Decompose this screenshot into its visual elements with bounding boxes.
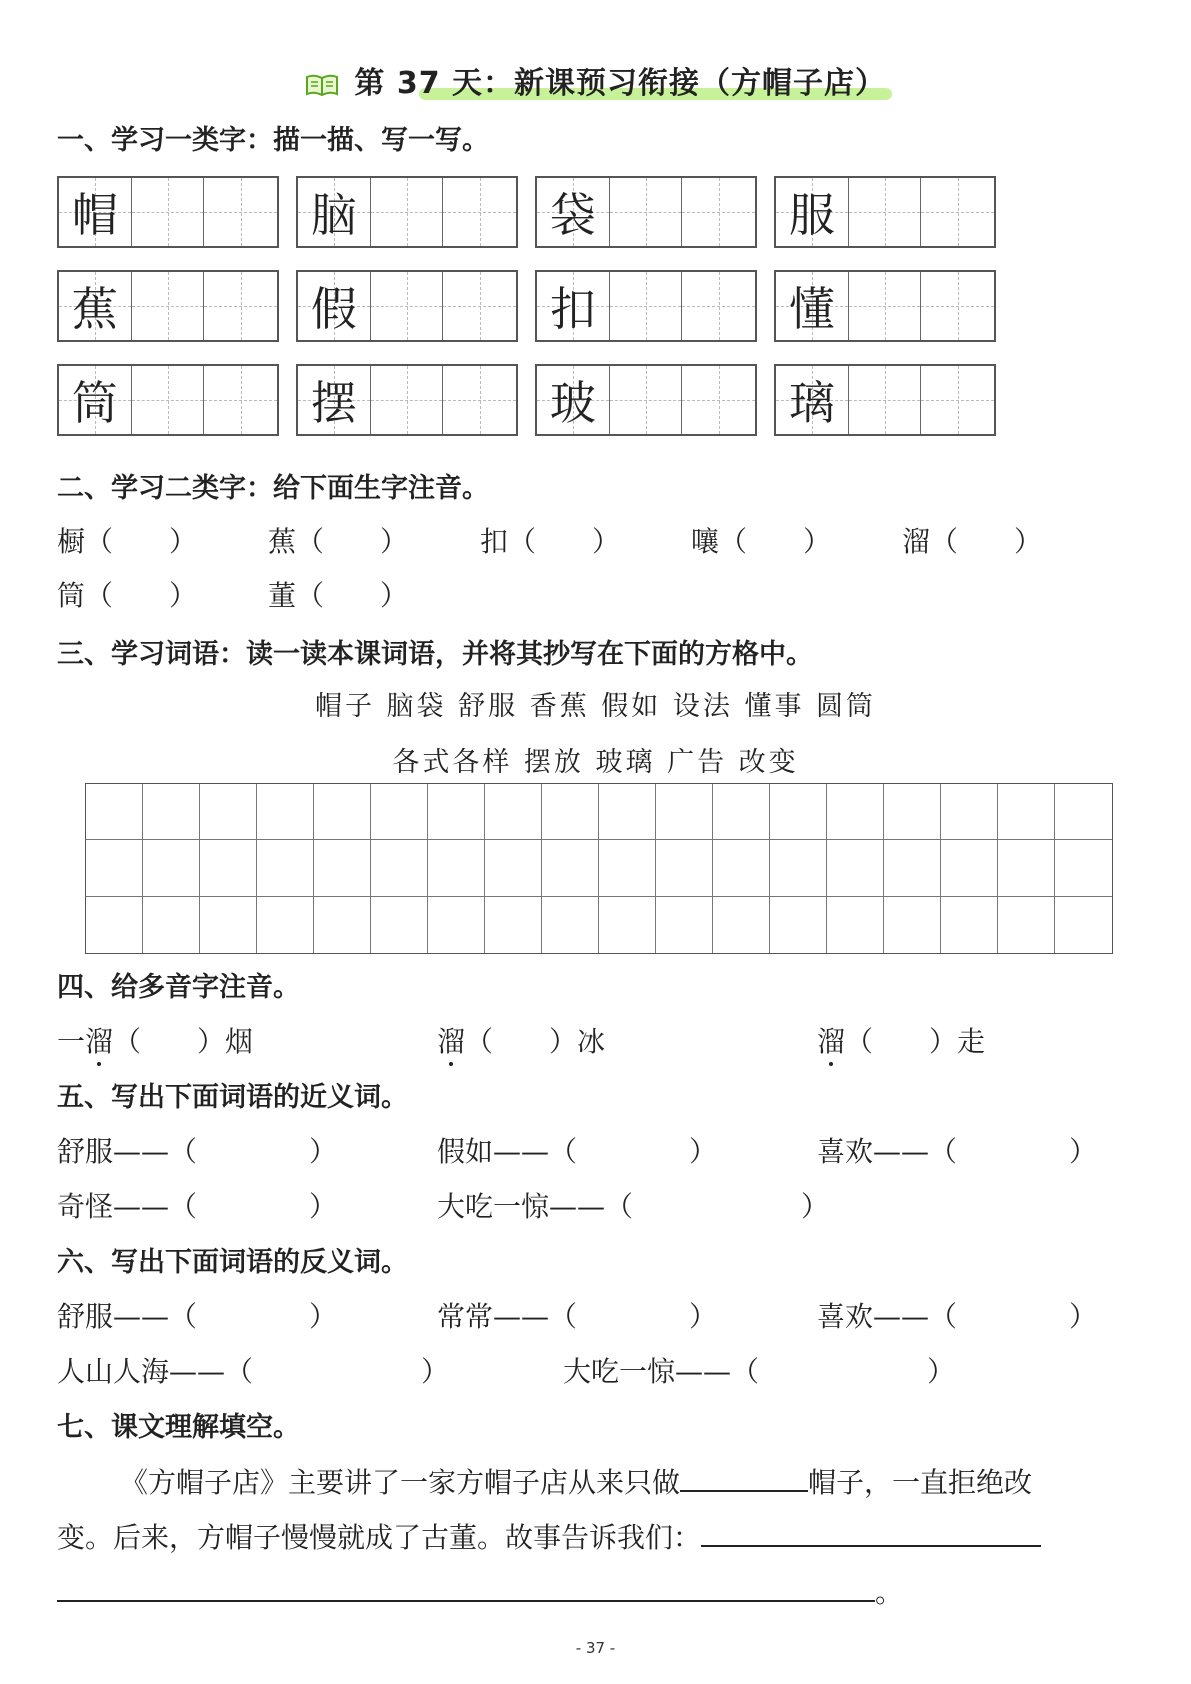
pinyin-item: 扣（ ） bbox=[480, 525, 621, 558]
writing-cell[interactable] bbox=[941, 840, 998, 896]
char-practice-box[interactable] bbox=[296, 176, 518, 248]
model-character: 蕉 bbox=[71, 282, 118, 336]
writing-cell[interactable] bbox=[200, 840, 257, 896]
writing-cell[interactable] bbox=[143, 840, 200, 896]
writing-cell[interactable] bbox=[941, 897, 998, 953]
writing-cell[interactable] bbox=[884, 784, 941, 840]
model-character: 帽 bbox=[71, 188, 118, 242]
section2-heading: 二、学习二类字：给下面生字注音。 bbox=[57, 473, 489, 504]
antonym-item: 常常——（ ） bbox=[437, 1300, 718, 1333]
synonym-item: 奇怪——（ ） bbox=[57, 1190, 338, 1223]
char-model-cell bbox=[298, 272, 371, 340]
writing-cell[interactable] bbox=[827, 840, 884, 896]
writing-cell[interactable] bbox=[1055, 784, 1112, 840]
model-character: 玻 bbox=[549, 376, 596, 430]
antonym-item: 舒服——（ ） bbox=[57, 1300, 338, 1333]
title-text: 第 37 天：新课预习衔接（方帽子店） bbox=[354, 66, 887, 101]
pinyin-item: 筒（ ） bbox=[57, 579, 198, 612]
char-writing-cell[interactable] bbox=[371, 272, 444, 340]
char-practice-box[interactable] bbox=[535, 364, 757, 436]
vocab-line-2: 各式各样 摆放 玻璃 广告 改变 bbox=[392, 747, 799, 778]
char-writing-cell[interactable] bbox=[443, 272, 516, 340]
char-writing-cell[interactable] bbox=[610, 272, 683, 340]
fill-blank[interactable] bbox=[57, 1570, 875, 1602]
writing-cell[interactable] bbox=[599, 897, 656, 953]
writing-cell[interactable] bbox=[713, 840, 770, 896]
copy-writing-grid[interactable] bbox=[85, 783, 1113, 954]
synonym-item: 大吃一惊——（ ） bbox=[437, 1190, 830, 1223]
char-writing-cell[interactable] bbox=[371, 366, 444, 434]
writing-cell[interactable] bbox=[884, 840, 941, 896]
writing-cell[interactable] bbox=[770, 840, 827, 896]
writing-cell[interactable] bbox=[1055, 897, 1112, 953]
char-practice-box[interactable] bbox=[296, 364, 518, 436]
char-model-cell bbox=[776, 272, 849, 340]
char-model-cell bbox=[59, 366, 132, 434]
writing-cell[interactable] bbox=[884, 897, 941, 953]
char-model-cell bbox=[59, 272, 132, 340]
section5-heading: 五、写出下面词语的近义词。 bbox=[57, 1082, 408, 1113]
writing-cell[interactable] bbox=[656, 897, 713, 953]
char-model-cell bbox=[776, 366, 849, 434]
writing-cell[interactable] bbox=[314, 840, 371, 896]
char-model-cell bbox=[537, 366, 610, 434]
writing-cell[interactable] bbox=[257, 840, 314, 896]
model-character: 筒 bbox=[71, 376, 118, 430]
char-writing-cell[interactable] bbox=[849, 366, 922, 434]
char-writing-cell[interactable] bbox=[921, 272, 994, 340]
char-writing-cell[interactable] bbox=[682, 366, 755, 434]
char-practice-box[interactable] bbox=[535, 270, 757, 342]
writing-cell[interactable] bbox=[485, 784, 542, 840]
char-practice-box[interactable] bbox=[57, 270, 279, 342]
page-title bbox=[0, 58, 1191, 102]
writing-cell[interactable] bbox=[542, 840, 599, 896]
page-number: - 37 - bbox=[575, 1639, 616, 1657]
antonym-item: 喜欢——（ ） bbox=[817, 1300, 1098, 1333]
antonym-item: 大吃一惊——（ ） bbox=[563, 1355, 956, 1388]
writing-cell[interactable] bbox=[1055, 840, 1112, 896]
writing-cell[interactable] bbox=[428, 897, 485, 953]
pinyin-item: 嚷（ ） bbox=[691, 525, 832, 558]
writing-cell[interactable] bbox=[827, 897, 884, 953]
char-model-cell bbox=[298, 178, 371, 246]
writing-cell[interactable] bbox=[998, 897, 1055, 953]
open-book-icon bbox=[305, 73, 339, 97]
model-character: 袋 bbox=[549, 188, 596, 242]
char-writing-cell[interactable] bbox=[610, 178, 683, 246]
writing-cell[interactable] bbox=[770, 784, 827, 840]
fill-blank[interactable] bbox=[680, 1460, 808, 1492]
writing-cell[interactable] bbox=[371, 784, 428, 840]
writing-cell[interactable] bbox=[314, 784, 371, 840]
char-writing-cell[interactable] bbox=[921, 366, 994, 434]
model-character: 璃 bbox=[788, 376, 835, 430]
writing-cell[interactable] bbox=[257, 784, 314, 840]
char-writing-cell[interactable] bbox=[443, 366, 516, 434]
model-character: 懂 bbox=[788, 282, 835, 336]
char-writing-cell[interactable] bbox=[132, 366, 205, 434]
char-model-cell bbox=[59, 178, 132, 246]
writing-cell[interactable] bbox=[941, 784, 998, 840]
synonym-item: 舒服——（ ） bbox=[57, 1135, 338, 1168]
writing-cell[interactable] bbox=[314, 897, 371, 953]
writing-cell[interactable] bbox=[656, 784, 713, 840]
writing-cell[interactable] bbox=[428, 840, 485, 896]
writing-cell[interactable] bbox=[542, 784, 599, 840]
writing-cell[interactable] bbox=[599, 840, 656, 896]
char-practice-box[interactable] bbox=[774, 364, 996, 436]
pinyin-item: 溜（ ） bbox=[902, 525, 1043, 558]
writing-cell[interactable] bbox=[827, 784, 884, 840]
char-writing-cell[interactable] bbox=[132, 272, 205, 340]
writing-cell[interactable] bbox=[200, 784, 257, 840]
writing-cell[interactable] bbox=[200, 897, 257, 953]
char-writing-cell[interactable] bbox=[204, 272, 277, 340]
synonym-item: 喜欢——（ ） bbox=[817, 1135, 1098, 1168]
section3-heading: 三、学习词语：读一读本课词语，并将其抄写在下面的方格中。 bbox=[57, 639, 813, 670]
char-writing-cell[interactable] bbox=[204, 366, 277, 434]
char-writing-cell[interactable] bbox=[921, 178, 994, 246]
section4-heading: 四、给多音字注音。 bbox=[57, 972, 300, 1003]
writing-cell[interactable] bbox=[485, 840, 542, 896]
vocab-line-1: 帽子 脑袋 舒服 香蕉 假如 设法 懂事 圆筒 bbox=[314, 691, 877, 722]
writing-cell[interactable] bbox=[143, 897, 200, 953]
model-character: 服 bbox=[788, 188, 835, 242]
writing-cell[interactable] bbox=[371, 897, 428, 953]
comprehension-line-2: 变。后来，方帽子慢慢就成了古董。故事告诉我们： bbox=[57, 1515, 1041, 1556]
pinyin-item: 蕉（ ） bbox=[268, 525, 409, 558]
writing-cell[interactable] bbox=[713, 784, 770, 840]
writing-cell[interactable] bbox=[371, 840, 428, 896]
polyphone-item: 溜（ ）冰 bbox=[437, 1020, 605, 1060]
pinyin-item: 董（ ） bbox=[268, 579, 409, 612]
char-practice-box[interactable] bbox=[57, 364, 279, 436]
writing-cell[interactable] bbox=[86, 784, 143, 840]
polyphone-item: 溜（ ）走 bbox=[817, 1020, 985, 1060]
writing-cell[interactable] bbox=[770, 897, 827, 953]
writing-cell[interactable] bbox=[257, 897, 314, 953]
char-writing-cell[interactable] bbox=[610, 366, 683, 434]
writing-cell[interactable] bbox=[599, 784, 656, 840]
char-writing-cell[interactable] bbox=[849, 272, 922, 340]
pinyin-item: 橱（ ） bbox=[57, 525, 198, 558]
char-practice-box[interactable] bbox=[774, 270, 996, 342]
writing-cell[interactable] bbox=[485, 897, 542, 953]
model-character: 脑 bbox=[310, 188, 357, 242]
section7-heading: 七、课文理解填空。 bbox=[57, 1412, 300, 1443]
char-writing-cell[interactable] bbox=[682, 272, 755, 340]
char-model-cell bbox=[776, 178, 849, 246]
writing-cell[interactable] bbox=[998, 840, 1055, 896]
section6-heading: 六、写出下面词语的反义词。 bbox=[57, 1247, 408, 1278]
comprehension-line-1: 《方帽子店》主要讲了一家方帽子店从来只做 帽子，一直拒绝改 bbox=[120, 1460, 1032, 1501]
synonym-item: 假如——（ ） bbox=[437, 1135, 718, 1168]
char-practice-box[interactable] bbox=[296, 270, 518, 342]
model-character: 扣 bbox=[549, 282, 596, 336]
model-character: 摆 bbox=[310, 376, 357, 430]
char-writing-cell[interactable] bbox=[204, 178, 277, 246]
writing-cell[interactable] bbox=[542, 897, 599, 953]
writing-cell[interactable] bbox=[86, 840, 143, 896]
char-practice-box[interactable] bbox=[774, 176, 996, 248]
char-writing-cell[interactable] bbox=[132, 178, 205, 246]
writing-cell[interactable] bbox=[998, 784, 1055, 840]
fill-blank[interactable] bbox=[701, 1515, 1041, 1547]
char-model-cell bbox=[298, 366, 371, 434]
char-model-cell bbox=[537, 272, 610, 340]
comprehension-line-3: 。 bbox=[57, 1570, 903, 1611]
writing-cell[interactable] bbox=[143, 784, 200, 840]
writing-cell[interactable] bbox=[656, 840, 713, 896]
char-model-cell bbox=[537, 178, 610, 246]
writing-cell[interactable] bbox=[428, 784, 485, 840]
model-character: 假 bbox=[310, 282, 357, 336]
writing-cell[interactable] bbox=[86, 897, 143, 953]
char-practice-box[interactable] bbox=[535, 176, 757, 248]
char-writing-cell[interactable] bbox=[371, 178, 444, 246]
char-writing-cell[interactable] bbox=[682, 178, 755, 246]
antonym-item: 人山人海——（ ） bbox=[57, 1355, 450, 1388]
char-practice-box[interactable] bbox=[57, 176, 279, 248]
section1-heading: 一、学习一类字：描一描、写一写。 bbox=[57, 125, 489, 156]
char-writing-cell[interactable] bbox=[443, 178, 516, 246]
writing-cell[interactable] bbox=[713, 897, 770, 953]
char-writing-cell[interactable] bbox=[849, 178, 922, 246]
polyphone-item: 一溜（ ）烟 bbox=[57, 1020, 253, 1060]
